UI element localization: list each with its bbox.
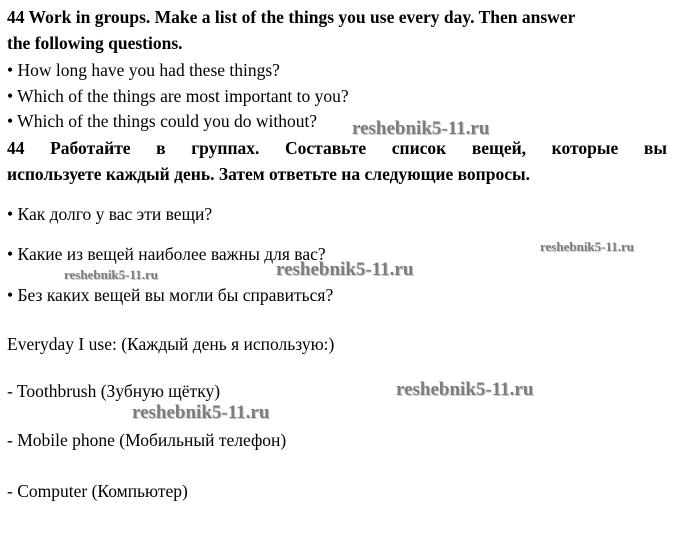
answer-item-3: - Computer (Компьютер) bbox=[7, 481, 188, 501]
exercise-heading-ru-line2: используете каждый день. Затем ответьте на следующие вопросы. bbox=[7, 164, 531, 184]
exercise-heading-ru-line1: 44 Работайте в группах. Составьте список вещей, которые вы bbox=[7, 138, 667, 158]
exercise-heading-en-line1: 44 Work in groups. Make a list of the things you use every day. Then answer bbox=[7, 7, 576, 27]
answer-intro: Everyday I use: (Каждый день я использую:) bbox=[7, 334, 335, 354]
watermark: reshebnik5-11.ru bbox=[132, 402, 270, 423]
question-en-3: • Which of the things could you do without? bbox=[7, 111, 318, 131]
watermark: reshebnik5-11.ru bbox=[352, 118, 490, 139]
question-en-2: • Which of the things are most important to you? bbox=[7, 86, 349, 106]
watermark: reshebnik5-11.ru bbox=[540, 239, 635, 254]
question-ru-2: • Какие из вещей наиболее важны для вас? bbox=[7, 244, 326, 264]
watermark: reshebnik5-11.ru bbox=[276, 259, 414, 280]
exercise-heading-en-line2: the following questions. bbox=[7, 33, 183, 53]
answer-item-2: - Mobile phone (Мобильный телефон) bbox=[7, 430, 287, 450]
question-en-1: • How long have you had these things? bbox=[7, 60, 280, 80]
question-ru-1: • Как долго у вас эти вещи? bbox=[7, 204, 213, 224]
answer-item-1: - Toothbrush (Зубную щётку) bbox=[7, 381, 221, 401]
question-ru-3: • Без каких вещей вы могли бы справиться? bbox=[7, 285, 334, 305]
watermark: reshebnik5-11.ru bbox=[396, 379, 534, 400]
watermark: reshebnik5-11.ru bbox=[64, 267, 159, 282]
